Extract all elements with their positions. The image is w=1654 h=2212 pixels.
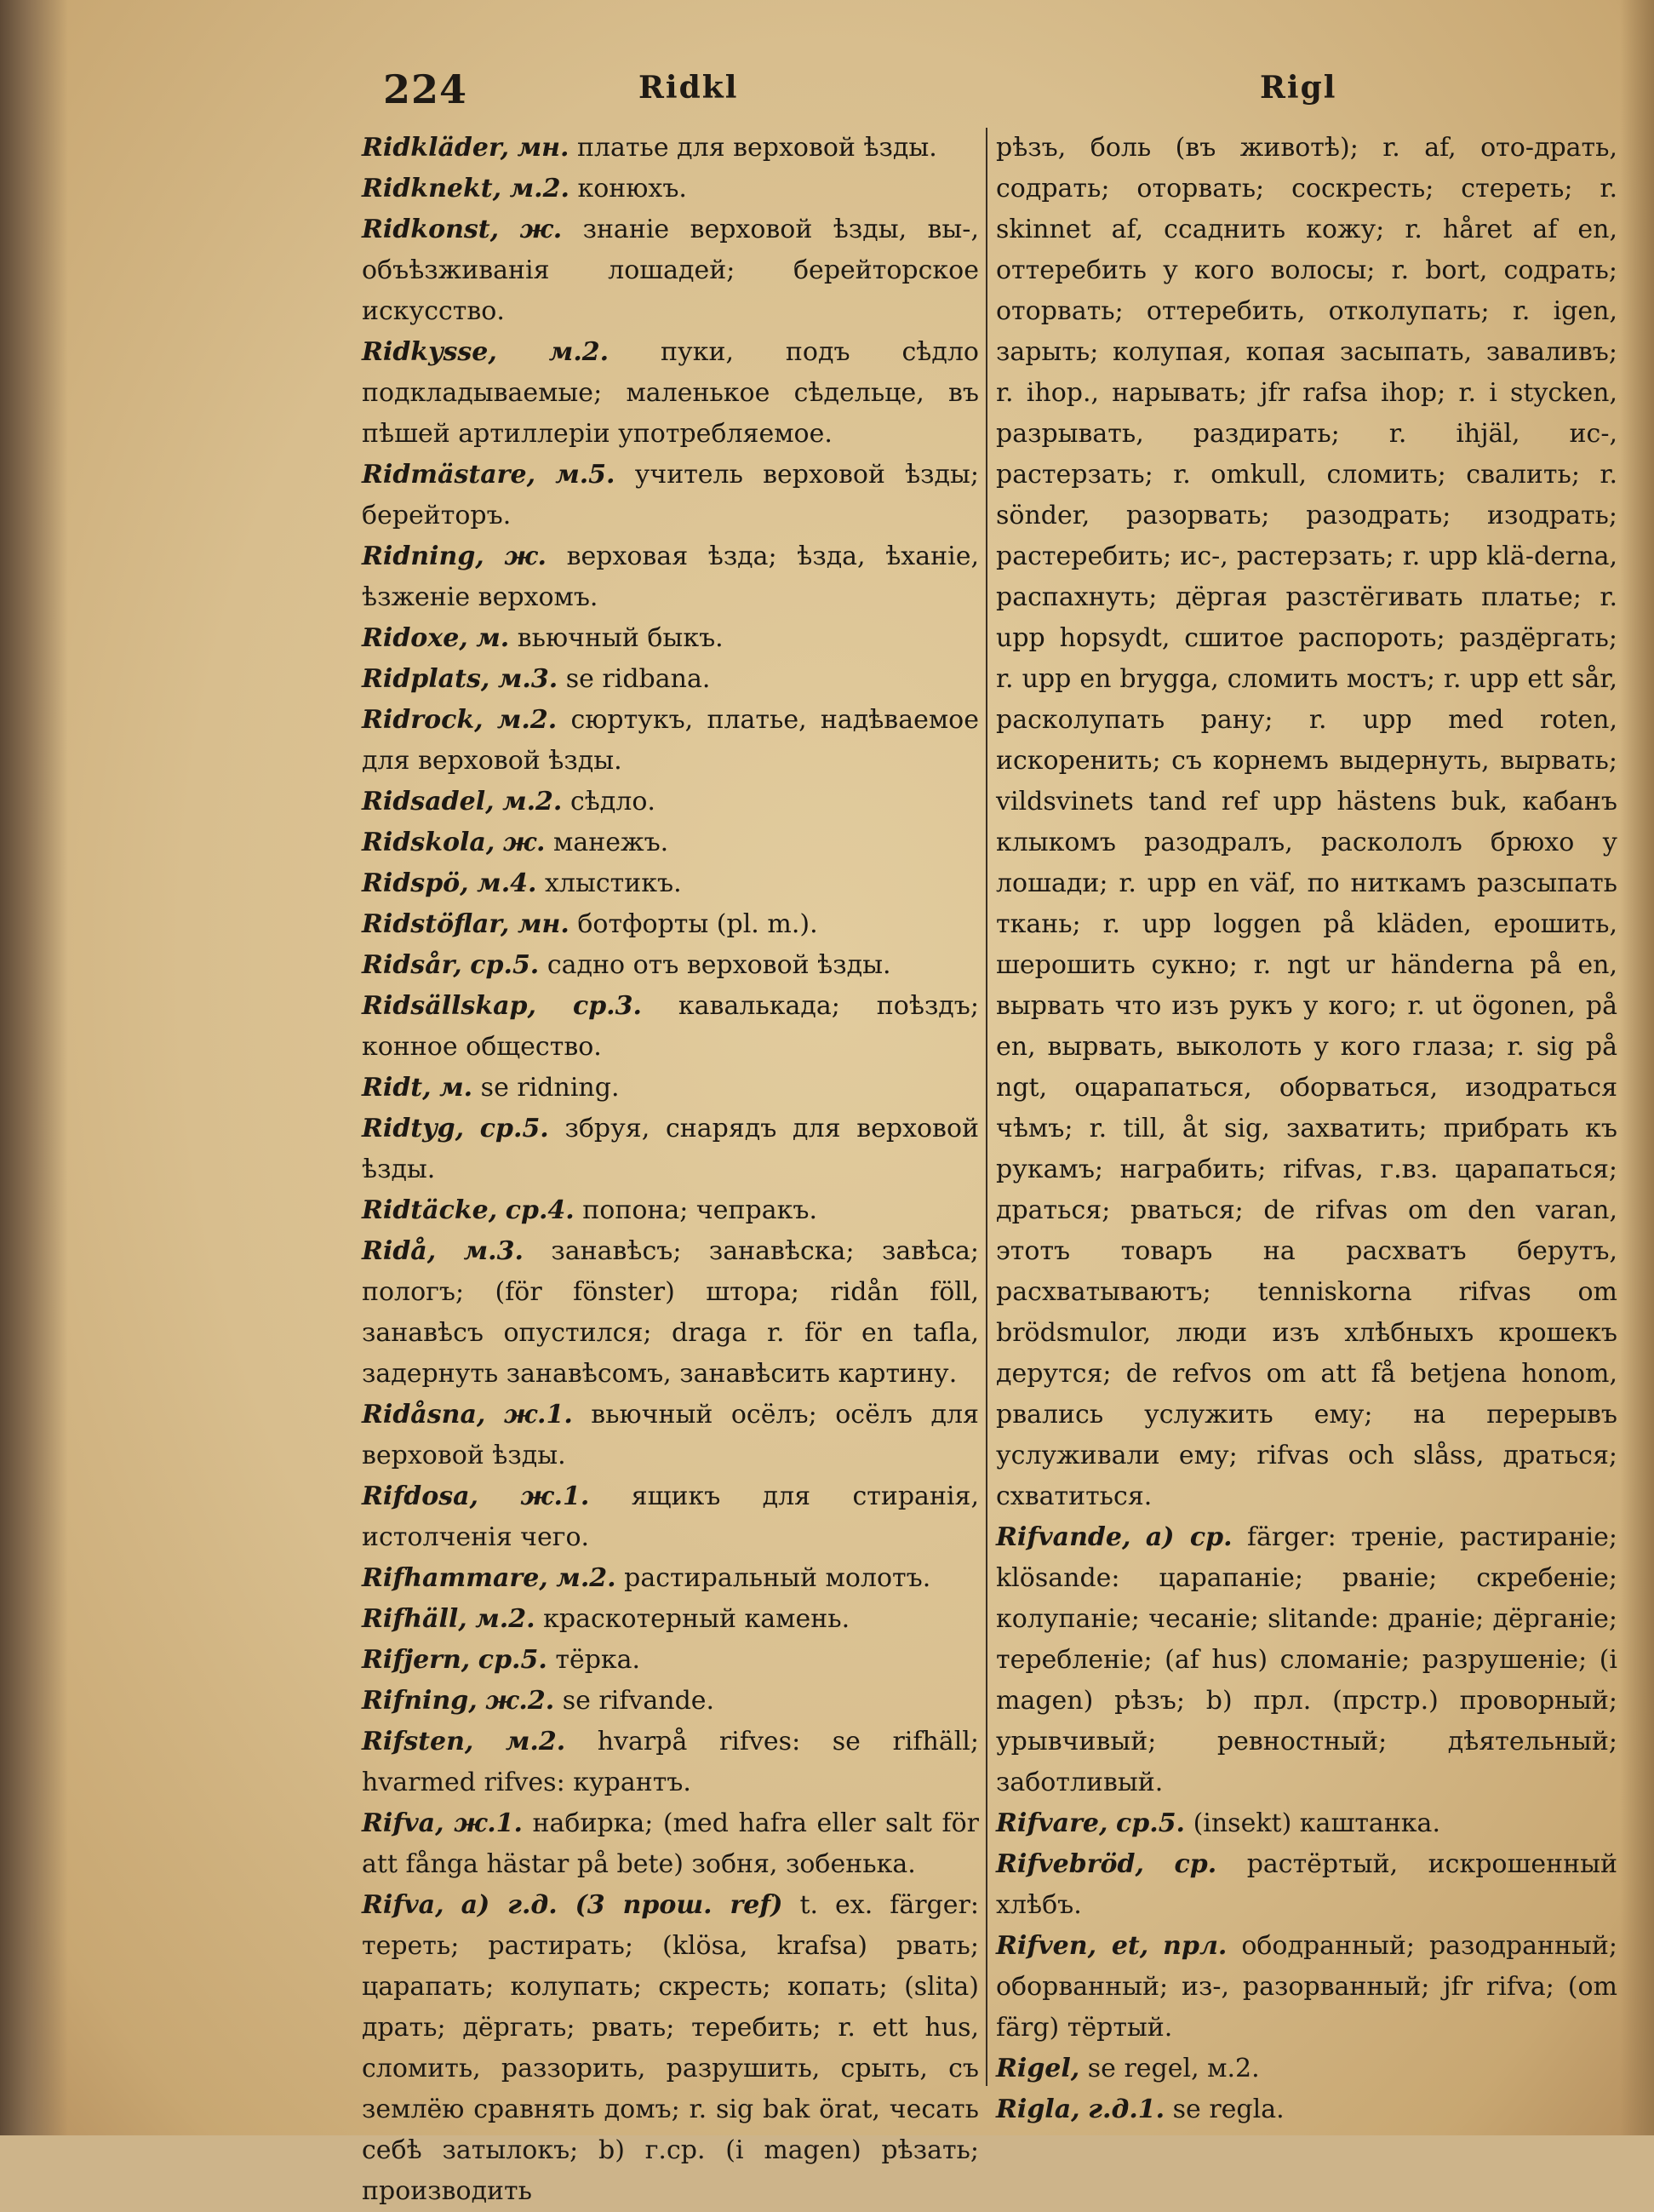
entry-headword: Rifsten, xyxy=(362,1727,474,1756)
entry-definition: занавѣсъ; занавѣска; завѣса; пологъ; (för fönster) штора; ridån föll, занавѣсъ опустился; draga r. för en tafla, задернуть занавѣсомъ, занавѣсить картину. xyxy=(362,1236,979,1389)
entry-headword: Rigel, xyxy=(996,2054,1080,2083)
entry-definition: se regel, м.2. xyxy=(1087,2054,1260,2083)
entry-headword: Rigla, xyxy=(996,2095,1080,2124)
running-head-right: Rigl xyxy=(1260,70,1337,106)
dictionary-entry xyxy=(996,2089,1617,2130)
entry-headword: Rifjern, xyxy=(362,1645,471,1675)
entry-definition: хлыстикъ. xyxy=(545,868,682,898)
entry-grammar: ср.3. xyxy=(572,991,642,1021)
column-divider xyxy=(986,128,987,2086)
dictionary-entry xyxy=(362,455,979,536)
entry-headword: Ridkysse, xyxy=(362,337,497,367)
entry-headword: Rifhammare, xyxy=(362,1563,548,1593)
dictionary-entry xyxy=(362,1558,979,1599)
entry-grammar: мн. xyxy=(517,133,569,163)
entry-headword: Rifdosa, xyxy=(362,1481,478,1511)
left-column xyxy=(362,128,980,2206)
entry-grammar: м.2. xyxy=(548,337,610,367)
entry-headword: Rifva, xyxy=(362,1890,444,1920)
entry-definition: t. ex. färger: тереть; растирать; (klösa, krafsa) рвать; царапать; колупать; скресть; копать; (slita) драть; дёргать; рвать; теребить; r. ett hus, сломить, раззорить, разрушить, срыть, съ землёю сравнять домъ; r. sig bak örat, чесать себѣ затылокъ; b) г.ср. (i magen) рѣзать; производить xyxy=(362,1890,979,2206)
entry-grammar: ж. xyxy=(504,542,547,571)
entry-definition: растёртый, искрошенный хлѣбъ. xyxy=(996,1849,1617,1920)
dictionary-entry xyxy=(996,1517,1617,1803)
entry-headword: Rifva, xyxy=(362,1808,444,1838)
entry-definition: тёрка. xyxy=(555,1645,641,1675)
dictionary-entry xyxy=(362,618,979,659)
dictionary-entry xyxy=(362,1231,979,1395)
entry-definition: платье для верховой ѣзды. xyxy=(577,133,937,163)
entry-grammar: м.3. xyxy=(497,664,558,694)
entry-definition: кавалькада; поѣздъ; конное общество. xyxy=(362,991,979,1062)
entry-headword: Rifhäll, xyxy=(362,1604,467,1634)
entry-grammar: прл. xyxy=(1163,1931,1228,1961)
dictionary-entry xyxy=(362,1885,979,2212)
entry-grammar: ср.5. xyxy=(479,1114,549,1143)
entry-headword: Rifvebröd, xyxy=(996,1849,1144,1879)
dictionary-entry xyxy=(362,782,979,822)
dictionary-entry xyxy=(362,1599,979,1640)
entry-grammar: ср.5. xyxy=(478,1645,547,1675)
dictionary-entry xyxy=(362,1681,979,1722)
dictionary-entry xyxy=(362,700,979,782)
entry-grammar: ж.1. xyxy=(503,1400,573,1430)
entry-definition: färger: треніе, растираніе; klösande: царапаніе; рваніе; скребеніе; колупаніе; чесаніе; slitande: драніе; дёрганіе; тереблeніе; (af hus) сломаніе; разрушеніе; (i magen) рѣзъ; b) прл. (прстр.) проворный; урывчивый; ревностный; дѣятельный; заботливый. xyxy=(996,1522,1617,1797)
entry-definition: учитель верховой ѣзды; берейторъ. xyxy=(362,460,980,530)
entry-headword: Ridkläder, xyxy=(362,133,510,163)
entry-definition: se ridbana. xyxy=(565,664,711,694)
entry-definition: (insekt) каштанка. xyxy=(1193,1808,1440,1838)
dictionary-entry xyxy=(362,1395,979,1476)
entry-grammar: м.4. xyxy=(477,868,537,898)
dictionary-entry xyxy=(362,209,979,332)
entry-definition: ящикъ для стиранія, истолченія чего. xyxy=(362,1481,979,1552)
dictionary-entry xyxy=(362,1803,979,1885)
entry-headword: Ridrock, xyxy=(362,705,484,735)
entry-definition: сѣдло. xyxy=(569,787,655,817)
entry-grammar: ж. xyxy=(502,828,546,857)
entry-grammar: м.2. xyxy=(496,705,558,735)
entry-headword: Ridspö, xyxy=(362,868,469,898)
entry-definition: ободранный; разодранный; оборванный; из-, разорванный; jfr rifva; (om färg) тёртый. xyxy=(996,1931,1617,2043)
entry-grammar: ж.1. xyxy=(520,1481,590,1511)
dictionary-entry xyxy=(362,1109,979,1190)
dictionary-entry xyxy=(362,1640,979,1681)
entry-grammar: м.2. xyxy=(475,1604,535,1634)
entry-definition: hvarpå rifves: se rifhäll; hvarmed rifves: курантъ. xyxy=(362,1727,979,1797)
entry-headword: Ridå, xyxy=(362,1236,437,1266)
entry-grammar: ср.4. xyxy=(505,1195,575,1225)
dictionary-entry xyxy=(362,1476,979,1558)
entry-definition: рѣзъ, боль (въ животѣ); r. af, ото-драть, содрать; оторвать; соскресть; стереть; r. skinnet af, ссаднить кожу; r. håret af en, оттеребить у кого волосы; r. bort, содрать; оторвать; оттеребить, отколупать; r. igen, зарыть; колупая, копая засыпать, заваливъ; r. ihop., нарывать; jfr rafsa ihop; r. i stycken, разрывать, раздирать; r. ihjäl, ис-, растерзать; r. omkull, сломить; свалить; r. sönder, разорвать; разодрать; изодрать; растеребить; ис-, растерзать; r. upp klä-derna, распахнуть; дёргая разстёгивать платье; r. upp hopsydt, сшитое распороть; раздёргать; r. upp en brygga, сломить мостъ; r. upp ett sår, расколупать рану; r. upp med roten, искоренить; съ корнемъ выдернуть, вырвать; vildsvinets tand ref upp hästens buk, кабанъ клыкомъ разодралъ, раскололъ брюхо у лошади; r. upp en väf, по ниткамъ разсыпать ткань; r. upp loggen på kläden, ерошить, шерошить сукно; r. ngt ur händerna på en, вырвать что изъ рукъ у кого; r. ut ögonen, på en, вырвать, выколоть у кого глаза; r. sig på ngt, оцарапаться, оборваться, изодраться чѣмъ; r. till, åt sig, захватить; прибрать къ рукамъ; награбить; rifvas, г.вз. царапаться; драться; рваться; de rifvas om den varan, этотъ товаръ на расхватъ берутъ, расхватываютъ; tenniskorna rifvas om brödsmulor, люди изъ хлѣбныхъ крошекъ дерутся; de refvos om att få betjena honom, рвались услужить ему; на перерывъ услуживали ему; rifvas och slåss, драться; схватиться. xyxy=(996,133,1617,1511)
entry-headword: Ridmästare, xyxy=(362,460,536,490)
entry-headword: Ridt, xyxy=(362,1073,432,1103)
entry-headword: Ridning, xyxy=(362,542,484,571)
entry-headword: Ridstöflar, xyxy=(362,909,510,939)
entry-grammar: ср. xyxy=(1174,1849,1217,1879)
dictionary-entry xyxy=(996,128,1617,1517)
entry-headword: Ridsadel, xyxy=(362,787,495,817)
dictionary-entry xyxy=(996,1844,1617,1926)
entry-grammar: м.2. xyxy=(505,1727,566,1756)
entry-definition: пуки, подъ сѣдло подкладываемые; маленькое сѣдельце, въ пѣшей артиллеріи употребляемое. xyxy=(362,337,979,449)
dictionary-entry xyxy=(362,904,979,945)
entry-grammar: м.2. xyxy=(556,1563,616,1593)
dictionary-entry xyxy=(362,1722,979,1803)
entry-headword: Ridsällskap, xyxy=(362,991,536,1021)
entry-grammar: ж. xyxy=(519,215,563,244)
entry-definition: вьючный быкъ. xyxy=(517,623,724,653)
entry-headword: Ridskola, xyxy=(362,828,495,857)
entry-grammar: ср.5. xyxy=(470,950,540,980)
page-header xyxy=(383,66,1592,117)
entry-definition: se regla. xyxy=(1172,2095,1285,2124)
entry-headword: Rifvare, xyxy=(996,1808,1108,1838)
entry-grammar: м.2. xyxy=(509,174,569,203)
entry-headword: Ridkonst, xyxy=(362,215,500,244)
entry-grammar: м.2. xyxy=(502,787,563,817)
entry-grammar: м. xyxy=(476,623,510,653)
entry-definition: попона; чепракъ. xyxy=(582,1195,817,1225)
dictionary-entry xyxy=(996,2049,1617,2089)
entry-grammar: мн. xyxy=(517,909,569,939)
page-edge-shadow xyxy=(1620,0,1654,2135)
entry-definition: збруя, снарядъ для верховой ѣзды. xyxy=(362,1114,980,1184)
right-column xyxy=(996,128,1617,2124)
entry-grammar: а) г.д. (3 прош. ref) xyxy=(461,1890,783,1920)
entry-definition: знаніе верховой ѣзды, вы-, объѣзживанія лошадей; берейторское искусство. xyxy=(362,215,979,326)
entry-headword: Ridåsna, xyxy=(362,1400,486,1430)
entry-definition: вьючный осёлъ; осёлъ для верховой ѣзды. xyxy=(362,1400,979,1470)
entry-headword: Ridoxe, xyxy=(362,623,468,653)
entry-grammar: г.д.1. xyxy=(1088,2095,1165,2124)
entry-definition: манежъ. xyxy=(553,828,669,857)
entry-grammar: м.3. xyxy=(463,1236,524,1266)
entry-headword: Rifning, xyxy=(362,1686,478,1716)
dictionary-entry xyxy=(362,332,979,455)
dictionary-entry xyxy=(362,863,979,904)
running-head-left: Ridkl xyxy=(638,70,739,106)
dictionary-entry xyxy=(996,1803,1617,1844)
entry-headword: Ridplats, xyxy=(362,664,490,694)
entry-grammar: м. xyxy=(439,1073,473,1103)
entry-definition: растиральный молотъ. xyxy=(624,1563,931,1593)
entry-definition: ботфорты (pl. m.). xyxy=(577,909,818,939)
dictionary-entry xyxy=(362,986,979,1068)
dictionary-entry xyxy=(362,128,979,169)
entry-definition: верховая ѣзда; ѣзда, ѣханіе, ѣзженіе верхомъ. xyxy=(362,542,979,612)
dictionary-entry xyxy=(362,1068,979,1109)
entry-grammar: а) ср. xyxy=(1145,1522,1233,1552)
entry-definition: se rifvande. xyxy=(562,1686,715,1716)
entry-grammar: ср.5. xyxy=(1116,1808,1186,1838)
entry-headword: Ridtäcke, xyxy=(362,1195,498,1225)
entry-headword: Ridtyg, xyxy=(362,1114,465,1143)
entry-grammar: ж.2. xyxy=(485,1686,555,1716)
dictionary-entry xyxy=(362,822,979,863)
entry-definition: набирка; (med hafra eller salt för att fånga hästar på bete) зобня, зобенька. xyxy=(362,1808,979,1879)
entry-headword: Rifven, et, xyxy=(996,1931,1149,1961)
entry-grammar: ж.1. xyxy=(454,1808,523,1838)
entry-definition: конюхъ. xyxy=(577,174,687,203)
dictionary-entry xyxy=(996,1926,1617,2049)
dictionary-entry xyxy=(362,659,979,700)
entry-headword: Rifvande, xyxy=(996,1522,1131,1552)
book-spine-shadow xyxy=(0,0,68,2135)
dictionary-entry xyxy=(362,1190,979,1231)
entry-definition: сюртукъ, платье, надѣваемое для верховой ѣзды. xyxy=(362,705,979,776)
page-number: 224 xyxy=(383,66,468,112)
entry-headword: Ridsår, xyxy=(362,950,462,980)
entry-definition: садно отъ верховой ѣзды. xyxy=(547,950,891,980)
entry-definition: краскотерный камень. xyxy=(543,1604,850,1634)
dictionary-entry xyxy=(362,536,979,618)
entry-definition: se ridning. xyxy=(480,1073,620,1103)
dictionary-entry xyxy=(362,945,979,986)
entry-headword: Ridknekt, xyxy=(362,174,502,203)
entry-grammar: м.5. xyxy=(555,460,615,490)
dictionary-entry xyxy=(362,169,979,209)
